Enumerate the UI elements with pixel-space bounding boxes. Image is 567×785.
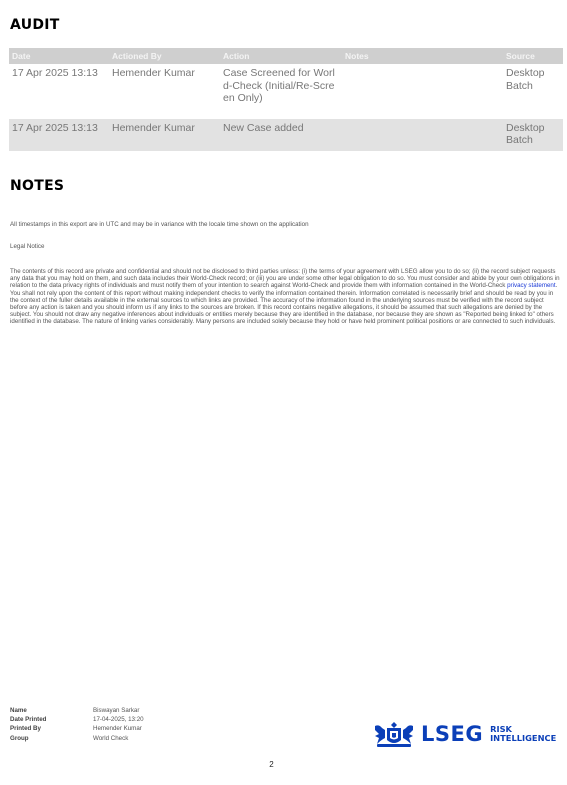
- column-header-source: Source: [503, 48, 563, 64]
- cell-date: 17 Apr 2025 13:13: [9, 119, 109, 151]
- cell-action: New Case added: [220, 119, 342, 151]
- lseg-wordmark: LSEG: [421, 722, 484, 746]
- audit-header-row: [9, 48, 563, 64]
- audit-table: [9, 48, 563, 151]
- meta-value: Hemender Kumar: [93, 725, 142, 733]
- meta-value: Biswayan Sarkar: [93, 707, 140, 714]
- meta-label: Name: [10, 707, 27, 714]
- meta-label: Date Printed: [10, 716, 47, 724]
- legal-notice-title: Legal Notice: [10, 243, 45, 250]
- cell-source: Desktop Batch: [503, 64, 563, 109]
- audit-heading: AUDIT: [10, 17, 60, 33]
- cell-action: Case Screened for World-Check (Initial/Re-Screen Only): [220, 64, 342, 109]
- cell-actioned-by: Hemender Kumar: [109, 64, 220, 109]
- cell-notes: [342, 119, 503, 151]
- tagline-line-2: INTELLIGENCE: [490, 733, 557, 743]
- column-header-notes: Notes: [342, 48, 503, 64]
- lseg-crest-icon: [373, 720, 415, 748]
- meta-label: Group: [10, 734, 29, 742]
- page-number: 2: [269, 760, 274, 769]
- meta-label: Printed By: [10, 725, 41, 733]
- table-row: [9, 64, 563, 109]
- notes-heading: NOTES: [10, 178, 65, 194]
- legal-text-part-1: The contents of this record are private and confidential and should not be disclosed to third parties unless: (i) the terms of your agreement with LSEG allow you to do so; (ii) the record subject requests any data that you may hold on them, and such data includes their World-Check record; or (iii) you are under some other legal obligation to do so. You must consider and abide by your own obligations in relation to the data privacy rights of individuals and must notify them of your intention to search against World-Check and provide them with information contained in the World-Check: [10, 268, 560, 290]
- cell-actioned-by: Hemender Kumar: [109, 119, 220, 151]
- legal-notice-body: [10, 268, 561, 326]
- legal-text-part-2: . You shall not rely upon the content of this report without making independent checks to verify the information contained therein. Information correlated is necessarily brief and should be read by you in the context of the fuller details available in the external sources to which links are provided. The accuracy of the information found in the underlying sources must be verified with the record subject before any action is taken and you should inform us if any links to the sources are broken. If this record contains negative allegations, it should be assumed that such allegations are denied by the subject. You should not draw any negative inferences about individuals or entities merely because they are identified in the database, nor because they are shown as "Reported being linked to" others identified in the database. The nature of linking varies considerably. Many persons are included solely because they hold or have held prominent political positions or are connected to such individuals.: [10, 282, 558, 326]
- cell-notes: [342, 64, 503, 109]
- cell-source: Desktop Batch: [503, 119, 563, 151]
- column-header-actioned-by: Actioned By: [109, 48, 220, 64]
- column-header-date: Date: [9, 48, 109, 64]
- tagline-line-1: RISK: [490, 724, 512, 734]
- table-row: [9, 119, 563, 151]
- meta-value: World Check: [93, 734, 129, 742]
- lseg-logo: [373, 720, 556, 748]
- column-header-action: Action: [220, 48, 342, 64]
- cell-date: 17 Apr 2025 13:13: [9, 64, 109, 109]
- risk-intelligence-tagline: [490, 725, 556, 743]
- timestamp-note: All timestamps in this export are in UTC and may be in variance with the locale time shown on the application: [10, 221, 309, 228]
- privacy-statement-link[interactable]: privacy statement: [507, 282, 556, 290]
- meta-value: 17-04-2025, 13:20: [93, 716, 144, 724]
- print-metadata: [10, 706, 144, 743]
